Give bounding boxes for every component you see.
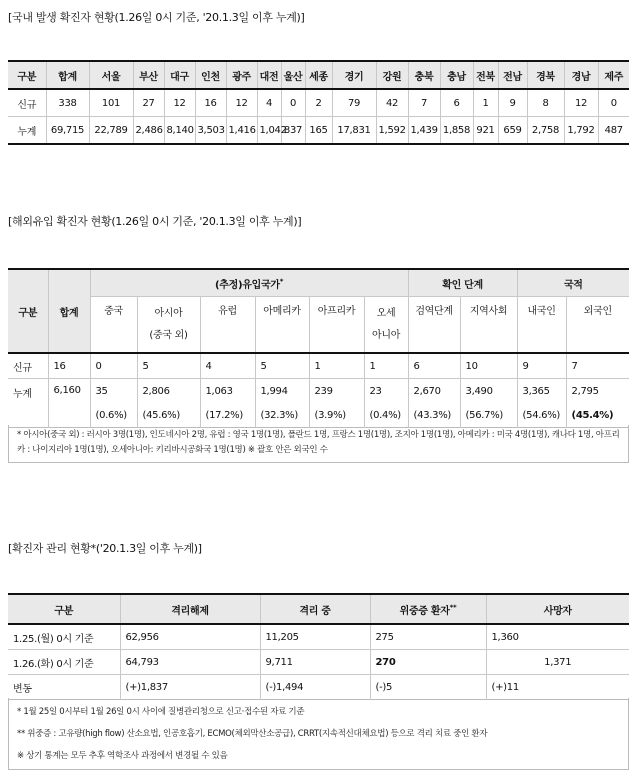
table-cell: 3,490 xyxy=(460,379,517,404)
header-community: 지역사회 xyxy=(460,297,517,354)
management-row xyxy=(8,624,629,650)
table-cell: 6 xyxy=(408,353,460,379)
header-china: 중국 xyxy=(90,297,137,354)
table-cell: (+)1,837 xyxy=(120,675,260,700)
header-cell: 충북 xyxy=(408,61,440,89)
domestic-new-row xyxy=(8,89,629,117)
table-cell: 239 xyxy=(309,379,364,404)
table-cell: 0 xyxy=(90,353,137,379)
table-cell: 9 xyxy=(498,89,527,117)
table-cell: (32.3%) xyxy=(255,403,309,428)
table-cell: 6,160 xyxy=(48,379,90,428)
table-cell: 4 xyxy=(200,353,255,379)
domestic-cumulative-row xyxy=(8,117,629,145)
header-foreigner: 외국인 xyxy=(566,297,629,354)
header-cell: 구분 xyxy=(8,61,46,89)
header-cell: 제주 xyxy=(598,61,629,89)
table-cell: 4 xyxy=(257,89,281,117)
table-cell: 62,956 xyxy=(120,624,260,650)
table-cell: 1,360 xyxy=(486,624,629,650)
header-oceania xyxy=(364,297,408,354)
table-cell: 11,205 xyxy=(260,624,370,650)
header-europe: 유럽 xyxy=(200,297,255,354)
table-cell: (45.4%) xyxy=(571,409,614,421)
table-cell: 2,670 xyxy=(408,379,460,404)
footnote-line: ** 위중증 : 고유량(high flow) 산소요법, 인공호흡기, ECMO(체외막산소공급), CRRT(지속적신대체요법) 등으로 격리 치료 중인 환자 xyxy=(17,729,488,739)
header-cell: 부산 xyxy=(133,61,164,89)
header-cell: 강원 xyxy=(376,61,408,89)
header-origin-country xyxy=(90,269,408,297)
table-cell: 3,365 xyxy=(517,379,566,404)
domestic-header-row xyxy=(8,61,629,89)
table-cell: (54.6%) xyxy=(517,403,566,428)
table-cell: 5 xyxy=(255,353,309,379)
table-cell: 12 xyxy=(164,89,195,117)
header-critical xyxy=(370,594,486,624)
origin-footnote-mark: * xyxy=(279,277,284,286)
table-cell: 921 xyxy=(473,117,498,145)
table-cell: 6 xyxy=(440,89,473,117)
table-cell: 64,793 xyxy=(120,650,260,675)
table-cell: 1.26.(화) 0시 기준 xyxy=(8,650,120,675)
header-cell: 격리해제 xyxy=(120,594,260,624)
header-nationality: 국적 xyxy=(517,269,629,297)
header-cell: 경남 xyxy=(564,61,598,89)
management-row xyxy=(8,650,629,675)
table-cell: 22,789 xyxy=(89,117,133,145)
table-cell: 27 xyxy=(133,89,164,117)
header-cell: 대전 xyxy=(257,61,281,89)
header-cell: 사망자 xyxy=(486,594,629,624)
table-cell: 42 xyxy=(376,89,408,117)
management-footnotes xyxy=(8,698,629,770)
table-cell: 9 xyxy=(517,353,566,379)
table-cell: (45.6%) xyxy=(137,403,200,428)
table-cell: 2,806 xyxy=(137,379,200,404)
header-cell: 경북 xyxy=(527,61,564,89)
table-cell: 837 xyxy=(281,117,305,145)
table-cell: 35 xyxy=(90,379,137,404)
table-cell: (56.7%) xyxy=(460,403,517,428)
table-cell: 2,795 xyxy=(571,385,599,397)
management-header-row xyxy=(8,594,629,624)
table-cell: 5 xyxy=(137,353,200,379)
header-asia xyxy=(137,297,200,354)
header-cell: 대구 xyxy=(164,61,195,89)
header-cell: 울산 xyxy=(281,61,305,89)
table-cell: 101 xyxy=(89,89,133,117)
overseas-percent-row xyxy=(8,403,629,428)
table-cell: (0.4%) xyxy=(364,403,408,428)
overseas-cases-table xyxy=(8,268,629,428)
table-cell: 2 xyxy=(305,89,332,117)
header-cell: 광주 xyxy=(226,61,257,89)
table-cell: 1,416 xyxy=(226,117,257,145)
origin-label: (추정)유입국가 xyxy=(214,279,280,291)
table-cell: (17.2%) xyxy=(200,403,255,428)
table-cell: 7 xyxy=(408,89,440,117)
footnote-line: ※ 상기 통계는 모두 추후 역학조사 과정에서 변경될 수 있음 xyxy=(17,751,228,761)
table-cell: 0 xyxy=(598,89,629,117)
asia-note: (중국 외) xyxy=(149,329,188,341)
overseas-cumulative-row xyxy=(8,379,629,404)
domestic-section-title: [국내 발생 확진자 현황(1.26일 0시 기준, '20.1.3일 이후 누계)] xyxy=(8,11,305,24)
table-cell: (+)11 xyxy=(491,681,519,693)
table-cell: (43.3%) xyxy=(408,403,460,428)
header-cell: 서울 xyxy=(89,61,133,89)
table-cell: (-)1,494 xyxy=(260,675,370,700)
header-cell: 경기 xyxy=(332,61,376,89)
table-cell: (0.6%) xyxy=(90,403,137,428)
table-cell: 2,486 xyxy=(133,117,164,145)
table-cell: 17,831 xyxy=(332,117,376,145)
table-cell: 0 xyxy=(281,89,305,117)
table-cell: 누계 xyxy=(8,117,46,145)
domestic-cases-table xyxy=(8,60,629,145)
critical-footnote-mark: ** xyxy=(449,603,457,612)
table-cell: 12 xyxy=(226,89,257,117)
asia-label: 아시아 xyxy=(154,307,183,319)
header-confirm-stage: 확인 단계 xyxy=(408,269,517,297)
table-cell: (-)5 xyxy=(370,675,486,700)
header-cell: 합계 xyxy=(46,61,89,89)
table-cell: 3,503 xyxy=(195,117,226,145)
table-cell: 165 xyxy=(305,117,332,145)
table-cell: 2,758 xyxy=(527,117,564,145)
table-cell: 1,792 xyxy=(564,117,598,145)
table-cell: 69,715 xyxy=(46,117,89,145)
table-cell: 1 xyxy=(364,353,408,379)
header-america: 아메리카 xyxy=(255,297,309,354)
table-cell: 1,371 xyxy=(486,650,629,675)
table-cell: 1,042 xyxy=(257,117,281,145)
table-cell: 1,858 xyxy=(440,117,473,145)
header-cell: 전남 xyxy=(498,61,527,89)
table-cell: 1 xyxy=(309,353,364,379)
table-cell: 신규 xyxy=(8,353,48,379)
overseas-header-row-1 xyxy=(8,269,629,297)
header-cell: 인천 xyxy=(195,61,226,89)
table-cell: 1,439 xyxy=(408,117,440,145)
table-cell: 16 xyxy=(48,353,90,379)
table-cell: 1,592 xyxy=(376,117,408,145)
header-cell: 세종 xyxy=(305,61,332,89)
header-quarantine: 검역단계 xyxy=(408,297,460,354)
table-cell: 8,140 xyxy=(164,117,195,145)
table-cell: 79 xyxy=(332,89,376,117)
table-cell: 659 xyxy=(498,117,527,145)
table-cell: 누계 xyxy=(8,379,48,428)
table-cell: 275 xyxy=(370,624,486,650)
table-cell: 7 xyxy=(566,353,629,379)
table-cell: 변동 xyxy=(8,675,120,700)
table-cell: 338 xyxy=(46,89,89,117)
header-korean: 내국인 xyxy=(517,297,566,354)
header-total: 합계 xyxy=(48,269,90,353)
table-cell: (3.9%) xyxy=(309,403,364,428)
table-cell: 1,063 xyxy=(200,379,255,404)
table-cell: 270 xyxy=(370,650,486,675)
header-cell: 충남 xyxy=(440,61,473,89)
header-cell: 격리 중 xyxy=(260,594,370,624)
footnote-line: * 1월 25일 0시부터 1월 26일 0시 사이에 질병관리청으로 신고·접수된 자료 기준 xyxy=(17,707,305,717)
oceania-label-2: 아니아 xyxy=(371,329,401,341)
management-section-title: [확진자 관리 현황*('20.1.3일 이후 누계)] xyxy=(8,542,202,555)
oceania-label-1: 오세 xyxy=(376,307,396,319)
table-cell: 10 xyxy=(460,353,517,379)
table-cell: 23 xyxy=(364,379,408,404)
header-category: 구분 xyxy=(8,269,48,353)
table-cell: 9,711 xyxy=(260,650,370,675)
header-cell: 전북 xyxy=(473,61,498,89)
management-row xyxy=(8,675,629,700)
header-africa: 아프리카 xyxy=(309,297,364,354)
table-cell: 16 xyxy=(195,89,226,117)
critical-label: 위중증 환자 xyxy=(399,605,450,617)
table-cell: 1,994 xyxy=(255,379,309,404)
table-cell: 1 xyxy=(473,89,498,117)
table-cell: 487 xyxy=(598,117,629,145)
table-cell: 1.25.(월) 0시 기준 xyxy=(8,624,120,650)
overseas-header-row-2 xyxy=(8,297,629,354)
header-cell: 구분 xyxy=(8,594,120,624)
overseas-footnote: * 아시아(중국 외) : 러시아 3명(1명), 인도네시아 2명, 유럽 : 영국 1명(1명), 폴란드 1명, 프랑스 1명(1명), 조지아 1명(1명), 아메리카 : 미국 4명(1명), 캐나다 1명, 아프리카 : 나이지리아 1명(1명), 오세아니아: 키리바시공화국 1명(1명) ※ 괄호 안은 외국인 수 xyxy=(8,425,629,463)
overseas-section-title: [해외유입 확진자 현황(1.26일 0시 기준, '20.1.3일 이후 누계)] xyxy=(8,215,302,228)
table-cell: 8 xyxy=(527,89,564,117)
table-cell: 신규 xyxy=(8,89,46,117)
table-cell: 12 xyxy=(564,89,598,117)
management-table xyxy=(8,593,629,700)
overseas-new-row xyxy=(8,353,629,379)
